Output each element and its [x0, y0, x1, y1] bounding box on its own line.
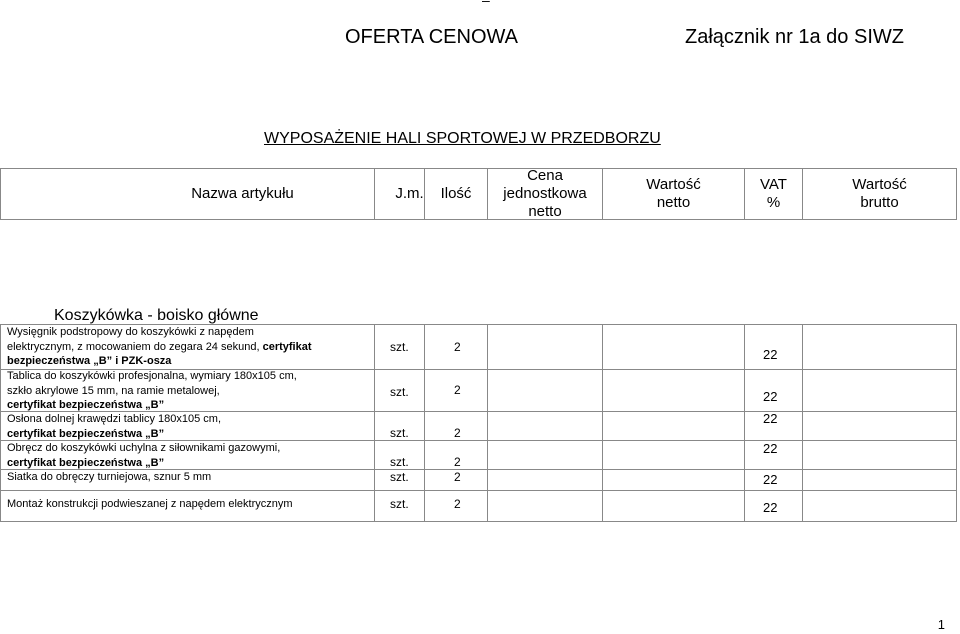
- col-header-vat: VAT %: [744, 168, 802, 220]
- col-header-name: Nazwa artykułu: [0, 168, 374, 220]
- item-vat: 22: [763, 500, 778, 515]
- item-description: Siatka do obręczy turniejowa, sznur 5 mm: [7, 471, 212, 483]
- top-mark: –: [482, 0, 490, 8]
- document-subtitle: WYPOSAŻENIE HALI SPORTOWEJ W PRZEDBORZU: [264, 130, 661, 147]
- table-header: [0, 168, 960, 220]
- section-title: Koszykówka - boisko główne: [54, 307, 259, 324]
- col-divider: [956, 324, 957, 522]
- offer-title: OFERTA CENOWA: [345, 26, 518, 48]
- col-header-unit-price: Cena jednostkowa netto: [487, 168, 602, 220]
- col-header-unit: J.m.: [374, 168, 424, 220]
- item-unit: szt.: [390, 426, 409, 440]
- col-divider: [0, 324, 1, 522]
- col-header-qty: Ilość: [424, 168, 487, 220]
- item-description: Obręcz do koszykówki uchylna z siłownikami gazowymi, certyfikat bezpieczeństwa „B”: [7, 442, 281, 469]
- col-divider: [424, 324, 425, 522]
- row-divider: [0, 490, 957, 491]
- page-number: 1: [937, 617, 945, 632]
- row-divider: [0, 521, 957, 522]
- item-unit: szt.: [390, 340, 409, 354]
- item-description: Montaż konstrukcji podwieszanej z napędem elektrycznym: [7, 498, 293, 510]
- item-vat: 22: [763, 411, 778, 426]
- col-header-value-net: Wartość netto: [602, 168, 744, 220]
- item-vat: 22: [763, 347, 778, 362]
- item-qty: 2: [454, 383, 461, 397]
- col-divider: [602, 324, 603, 522]
- col-header-value-gross: Wartość brutto: [802, 168, 957, 220]
- item-unit: szt.: [390, 385, 409, 399]
- item-description: Osłona dolnej krawędzi tablicy 180x105 cm, certyfikat bezpieczeństwa „B”: [7, 413, 222, 440]
- col-divider: [802, 324, 803, 522]
- item-unit: szt.: [390, 497, 409, 511]
- item-vat: 22: [763, 441, 778, 456]
- item-qty: 2: [454, 455, 461, 469]
- item-description: Tablica do koszykówki profesjonalna, wymiary 180x105 cm, szkło akrylowe 15 mm, na ramie metalowej, certyfikat bezpieczeństwa „B”: [7, 370, 297, 411]
- item-qty: 2: [454, 497, 461, 511]
- col-divider: [374, 324, 375, 522]
- item-qty: 2: [454, 340, 461, 354]
- item-unit: szt.: [390, 455, 409, 469]
- item-vat: 22: [763, 389, 778, 404]
- item-qty: 2: [454, 426, 461, 440]
- item-description: Wysięgnik podstropowy do koszykówki z napędem elektrycznym, z mocowaniem do zegara 24 sekund, certyfikat bezpieczeństwa „B” i PZK-osza: [7, 326, 312, 367]
- item-unit: szt.: [390, 470, 409, 484]
- item-qty: 2: [454, 470, 461, 484]
- col-divider: [487, 324, 488, 522]
- attachment-title: Załącznik nr 1a do SIWZ: [685, 26, 904, 48]
- col-divider: [744, 324, 745, 522]
- item-vat: 22: [763, 472, 778, 487]
